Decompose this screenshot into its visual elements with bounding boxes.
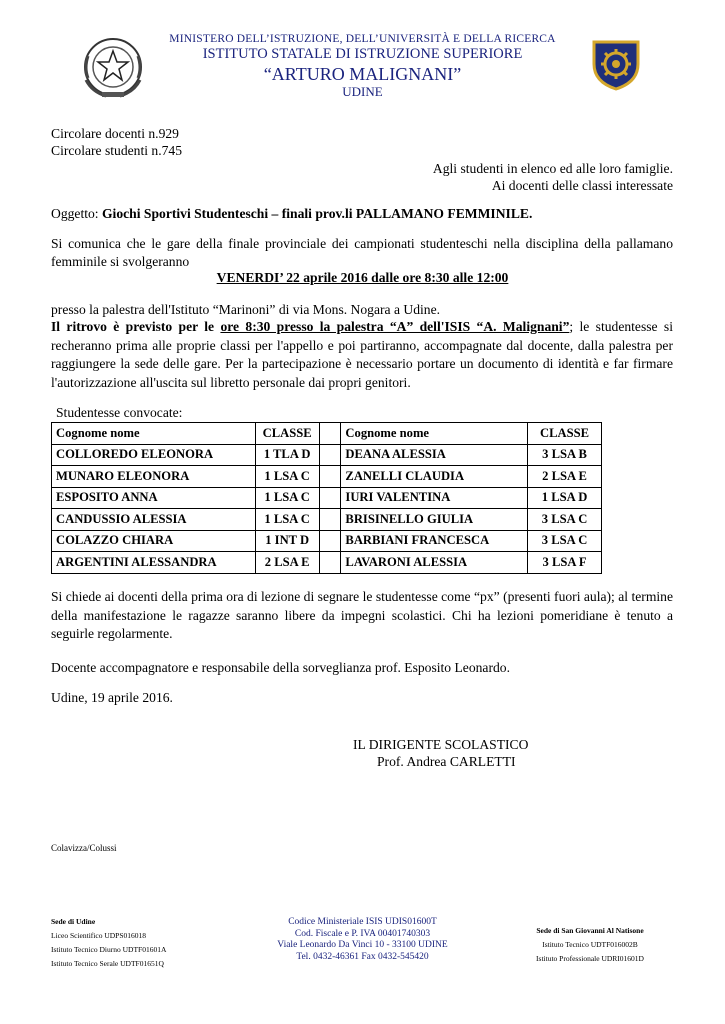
table-spacer [319, 552, 341, 574]
student-name: COLAZZO CHIARA [52, 530, 256, 552]
student-name: ESPOSITO ANNA [52, 487, 256, 509]
header-name-right: Cognome nome [341, 423, 528, 445]
table-spacer [319, 487, 341, 509]
chaperone-line: Docente accompagnatore e responsabile della sorveglianza prof. Esposito Leonardo. [51, 660, 510, 675]
student-name: BRISINELLO GIULIA [341, 509, 528, 531]
student-class: 3 LSA C [528, 509, 602, 531]
header-class-right: CLASSE [528, 423, 602, 445]
header-city: UDINE [342, 84, 383, 99]
recipients-line2: Ai docenti delle classi interessate [491, 178, 673, 193]
footer-right-line: Istituto Professionale UDRI01601D [536, 954, 644, 963]
authors-initials: Colavizza/Colussi [51, 843, 117, 853]
footer-center-line: Tel. 0432-46361 Fax 0432-545420 [296, 951, 429, 962]
table-row [52, 466, 602, 488]
subject-label: Oggetto: [51, 206, 99, 221]
table-row [52, 487, 602, 509]
table-row [52, 552, 602, 574]
student-name: DEANA ALESSIA [341, 444, 528, 466]
student-name: LAVARONI ALESSIA [341, 552, 528, 574]
meeting-bold: Il ritrovo è previsto per le [51, 319, 221, 334]
intro-paragraph: Si comunica che le gare della finale provinciale dei campionati studenteschi nella disciplina della pallamano femminile si svolgeranno [51, 236, 673, 269]
footer-left-line: Liceo Scientifico UDPS016018 [51, 931, 146, 940]
footer-right-title: Sede di San Giovanni Al Natisone [536, 926, 644, 935]
footer-right-line: Istituto Tecnico UDTF016002B [542, 940, 638, 949]
event-date [0, 269, 725, 287]
student-class: 1 TLA D [255, 444, 319, 466]
student-name: CANDUSSIO ALESSIA [52, 509, 256, 531]
footer-right [520, 924, 660, 966]
circolare-studenti: Circolare studenti n.745 [51, 143, 182, 158]
table-header-row [52, 423, 602, 445]
student-name: IURI VALENTINA [341, 487, 528, 509]
footer-center-line: Cod. Fiscale e P. IVA 00401740303 [294, 928, 431, 939]
footer-center [240, 917, 485, 963]
footer-left-line: Istituto Tecnico Diurno UDTF01601A [51, 945, 167, 954]
student-class: 3 LSA F [528, 552, 602, 574]
footer-center-line: Viale Leonardo Da Vinci 10 - 33100 UDINE [277, 940, 448, 950]
event-date-text: VENERDI’ 22 aprile 2016 dalle ore 8:30 alle 12:00 [216, 270, 509, 285]
footer-left-title: Sede di Udine [51, 917, 96, 926]
header-name-left: Cognome nome [52, 423, 256, 445]
meeting-rest: ; le studentesse si recheranno prima alle proprie classi per l'appello e poi partiranno, accompagnate dal docente, dalla palestra per raggiungere la sede delle gare. Per la partecipazione è necessario portare un documento di identità e far firmare l'autorizzazione all'uscita sul libretto personale dai propri genitori. [51, 319, 673, 390]
student-name: ZANELLI CLAUDIA [341, 466, 528, 488]
student-name: MUNARO ELEONORA [52, 466, 256, 488]
republic-emblem-icon [80, 34, 146, 100]
place-date: Udine, 19 aprile 2016. [51, 690, 173, 705]
student-class: 2 LSA E [255, 552, 319, 574]
signature-title: IL DIRIGENTE SCOLASTICO [353, 737, 529, 752]
table-spacer [319, 423, 341, 445]
subject-line [51, 205, 532, 223]
header-ministry: MINISTERO DELL’ISTRUZIONE, DELL’UNIVERSITÀ E DELLA RICERCA [169, 33, 556, 45]
footer-left-line: Istituto Tecnico Serale UDTF01651Q [51, 959, 164, 968]
student-class: 1 LSA C [255, 509, 319, 531]
table-row [52, 444, 602, 466]
table-caption: Studentesse convocate: [56, 405, 183, 420]
table-spacer [319, 509, 341, 531]
venue-line: presso la palestra dell'Istituto “Marinoni” di via Mons. Nogara a Udine. [51, 302, 441, 317]
signature-name: Prof. Andrea CARLETTI [377, 754, 516, 769]
student-class: 1 LSA C [255, 466, 319, 488]
header-class-left: CLASSE [255, 423, 319, 445]
table-spacer [319, 466, 341, 488]
footer-left [51, 915, 166, 971]
subject-text: Giochi Sportivi Studenteschi – finali prov.li PALLAMANO FEMMINILE. [101, 206, 533, 221]
students-table [51, 422, 602, 574]
meeting-paragraph [51, 318, 673, 392]
student-class: 3 LSA B [528, 444, 602, 466]
table-row [52, 509, 602, 531]
student-name: BARBIANI FRANCESCA [341, 530, 528, 552]
circolare-docenti: Circolare docenti n.929 [51, 126, 179, 141]
student-class: 1 LSA D [528, 487, 602, 509]
student-name: COLLOREDO ELEONORA [52, 444, 256, 466]
student-class: 1 INT D [255, 530, 319, 552]
student-name: ARGENTINI ALESSANDRA [52, 552, 256, 574]
header-institute: ISTITUTO STATALE DI ISTRUZIONE SUPERIORE [202, 46, 523, 62]
meeting-underlined: ore 8:30 presso la palestra “A” dell'ISIS “A. Malignani” [220, 319, 570, 334]
student-class: 3 LSA C [528, 530, 602, 552]
footer-center-line: Codice Ministeriale ISIS UDIS01600T [288, 917, 437, 927]
student-class: 1 LSA C [255, 487, 319, 509]
school-shield-logo-icon [588, 36, 644, 92]
table-spacer [319, 444, 341, 466]
recipients-line1: Agli studenti in elenco ed alle loro famiglie. [432, 161, 673, 176]
student-class: 2 LSA E [528, 466, 602, 488]
table-row [52, 530, 602, 552]
table-spacer [319, 530, 341, 552]
header-school-name: “ARTURO MALIGNANI” [263, 64, 462, 84]
px-note-paragraph: Si chiede ai docenti della prima ora di lezione di segnare le studentesse come “px” (presenti fuori aula); al termine della manifestazione le ragazze saranno libere da impegni scolastici. Chi ha lezioni pomeridiane è tenuto a seguirle regolarmente. [51, 589, 673, 642]
